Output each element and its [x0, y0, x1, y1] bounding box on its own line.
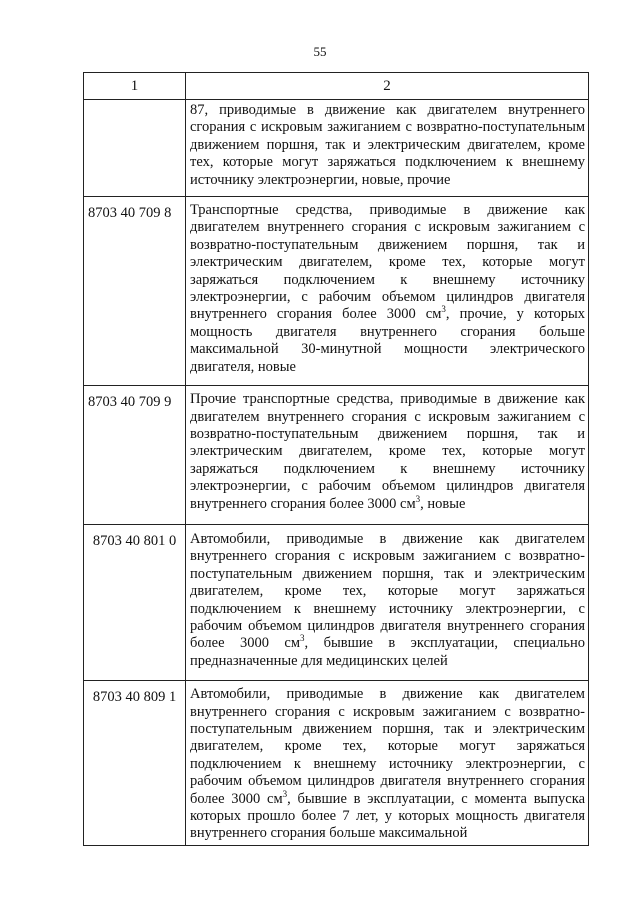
table-row [84, 197, 589, 386]
table-row [84, 386, 589, 525]
table-row [84, 100, 589, 197]
superscript: 3 [441, 304, 446, 315]
table-row [84, 681, 589, 846]
goods-description [186, 524, 589, 680]
tnved-code: 8703 40 809 1 [84, 681, 186, 846]
description-text-cont: , новые [420, 495, 466, 512]
description-text-cont: , бывшие в эксплуатации, специально предназначенные для медицинских целей [190, 635, 586, 669]
column-header-code: 1 [84, 73, 186, 100]
goods-description [186, 100, 589, 197]
superscript: 3 [300, 633, 305, 644]
description-text: 87, приводимые в движение как двигателем внутреннего сгорания с искровым зажиганием с возвратно-поступательным движением поршня, так и электрическим двигателем, кроме тех, которые могут заряжаться подключением к внешнему источнику электроэнергии, новые, прочие [190, 102, 585, 188]
superscript: 3 [415, 493, 421, 504]
superscript: 3 [282, 788, 288, 799]
table-row [84, 524, 589, 680]
description-text: Автомобили, приводимые в движение как двигателем внутреннего сгорания с искровым зажиганием с возвратно-поступательным движением поршня, так и электрическим двигателем, кроме тех, которые могут заряжаться подключением к внешнему источнику электроэнергии, с рабочим объемом цилиндров двигателя внутреннего сгорания более 3000 см [190, 686, 585, 807]
table-header-row [84, 73, 589, 100]
column-header-description: 2 [186, 73, 589, 100]
goods-description [186, 386, 589, 525]
tnved-code [84, 100, 186, 197]
page-number: 55 [313, 44, 327, 59]
tariff-table [83, 72, 589, 846]
description-text-cont: , прочие, у которых мощность двигателя внутреннего сгорания больше максимальной 30-минутной мощности электрического двигателя, новые [190, 306, 585, 375]
goods-description [186, 681, 589, 846]
description-text: Транспортные средства, приводимые в движение как двигателем внутреннего сгорания с искровым зажиганием с возвратно-поступательным движением поршня, так и электрическим двигателем, кроме тех, которые могут заряжаться подключением к внешнему источнику электроэнергии, с рабочим объемом цилиндров двигателя внутреннего сгорания более 3000 см [190, 202, 585, 323]
description-text: Прочие транспортные средства, приводимые в движение как двигателем внутреннего сгорания с искровым зажиганием с возвратно-поступательным движением поршня, так и электрическим двигателем, кроме тех, которые могут заряжаться подключением к внешнему источнику электроэнергии, с рабочим объемом цилиндров двигателя внутреннего сгорания более 3000 см [190, 391, 585, 512]
description-text: Автомобили, приводимые в движение как двигателем внутреннего сгорания с искровым зажиганием с возвратно-поступательным движением поршня, так и электрическим двигателем, кроме тех, которые могут заряжаться подключением к внешнему источнику электроэнергии, с рабочим объемом цилиндров двигателя внутреннего сгорания более 3000 см [190, 530, 585, 652]
goods-description [186, 197, 589, 386]
description-text-cont: , бывшие в эксплуатации, с момента выпуска которых прошло более 7 лет, у которых мощность двигателя внутреннего сгорания больше максимальной [190, 790, 586, 842]
tnved-code: 8703 40 709 8 [84, 197, 186, 386]
tnved-code: 8703 40 801 0 [84, 524, 186, 680]
tnved-code: 8703 40 709 9 [84, 386, 186, 525]
